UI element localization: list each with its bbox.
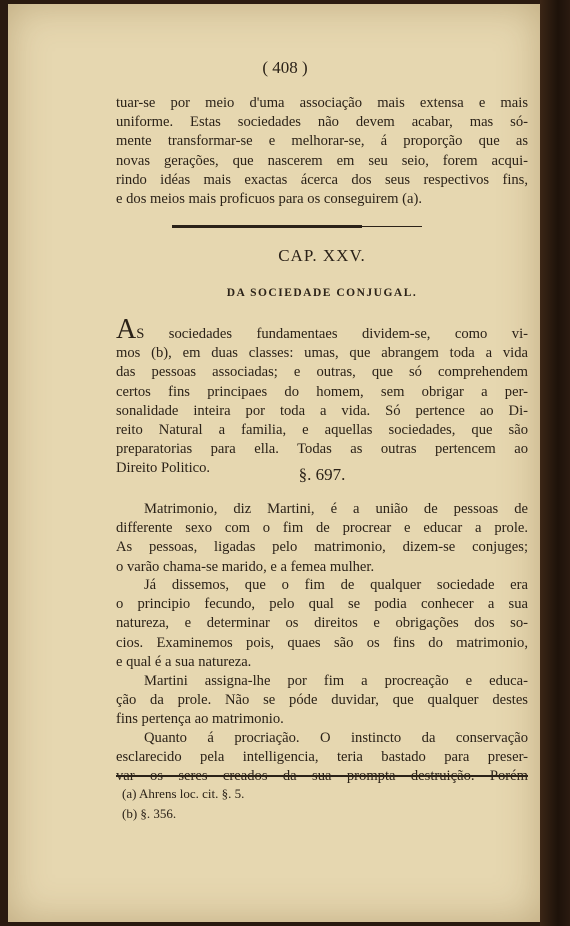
text-line: cios. Examinemos pois, quaes são os fins do matrimonio, xyxy=(116,634,528,651)
text-line: e dos meios mais proficuos para os conseguirem (a). xyxy=(116,191,422,208)
chapter-divider-rule xyxy=(172,226,422,227)
footnote-rule xyxy=(116,775,528,777)
text-line: mos (b), em duas classes: umas, que abrangem toda a vida xyxy=(116,345,528,362)
text-line: Matrimonio, diz Martini, é a união de pessoas de xyxy=(144,501,528,517)
text-line: sonalidade inteira por toda a vida. Só pertence ao Di- xyxy=(116,402,528,419)
footnote-a: (a) Ahrens loc. cit. §. 5. xyxy=(122,786,245,801)
text-line: mente transformar-se e melhorar-se, á proporção que as xyxy=(116,133,528,150)
footnote-b: (b) §. 356. xyxy=(122,806,177,821)
chapter-heading: CAP. XXV. xyxy=(278,246,366,265)
paragraph-definition xyxy=(116,500,528,577)
paragraph-continuation xyxy=(116,94,528,209)
page-number: ( 408 ) xyxy=(262,58,308,77)
text-line: differente sexo com o fim de procrear e educar a prole. xyxy=(116,520,528,537)
paragraph-martini xyxy=(116,672,528,730)
paragraph-intro xyxy=(116,314,528,479)
text-line: uniforme. Estas sociedades não devem acabar, mas só- xyxy=(116,114,528,131)
text-line xyxy=(116,314,528,345)
text-line: ção da prole. Não se póde duvidar, que qualquer destes xyxy=(116,692,528,709)
text-line: Martini assigna-lhe por fim a procreação e educa- xyxy=(144,673,528,689)
text-line: reito Natural a familia, e aquellas sociedades, que são xyxy=(116,422,528,439)
paragraph-purpose xyxy=(116,576,528,672)
chapter-subtitle: DA SOCIEDADE CONJUGAL. xyxy=(226,287,418,299)
paragraph-procreation xyxy=(116,729,528,787)
text-line: novas gerações, que nascerem em seu seio, forem acqui- xyxy=(116,152,528,169)
text-line: o principio fecundo, pelo qual se podia conhecer a sua xyxy=(116,596,528,613)
text-line: preparatorias para ella. Todas as outras pertencem ao xyxy=(116,441,528,458)
text-line: Já dissemos, que o fim de qualquer sociedade era xyxy=(144,577,528,593)
drop-cap: A xyxy=(116,314,137,345)
text-line: tuar-se por meio d'uma associação mais extensa e mais xyxy=(116,95,528,111)
text-line: o varão chama-se marido, e a femea mulher. xyxy=(116,558,375,575)
text-line: esclarecido pela intelligencia, teria bastado para preser- xyxy=(116,749,528,766)
text-line: rindo idéas mais exactas ácerca dos seus respectivos fins, xyxy=(116,171,528,188)
text-line: das pessoas associadas; e outras, que só comprehendem xyxy=(116,364,528,381)
text-line: var os seres creados da sua prompta destruição. Porém xyxy=(116,768,528,785)
section-heading: §. 697. xyxy=(298,465,346,484)
text-line: Direito Politico. xyxy=(116,460,211,477)
text-line: fins pertença ao matrimonio. xyxy=(116,711,284,728)
text-line-rest: S sociedades fundamentaes dividem-se, como vi- xyxy=(136,326,528,342)
text-line: natureza, e determinar os direitos e obrigações dos so- xyxy=(116,615,528,632)
text-line: Quanto á procriação. O instincto da conservação xyxy=(144,730,528,746)
text-line: e qual é a sua natureza. xyxy=(116,653,252,670)
book-spine-edge xyxy=(540,0,570,926)
text-line: certos fins principaes do homem, sem obrigar a per- xyxy=(116,383,528,400)
text-line: As pessoas, ligadas pelo matrimonio, dizem-se conjuges; xyxy=(116,539,528,556)
